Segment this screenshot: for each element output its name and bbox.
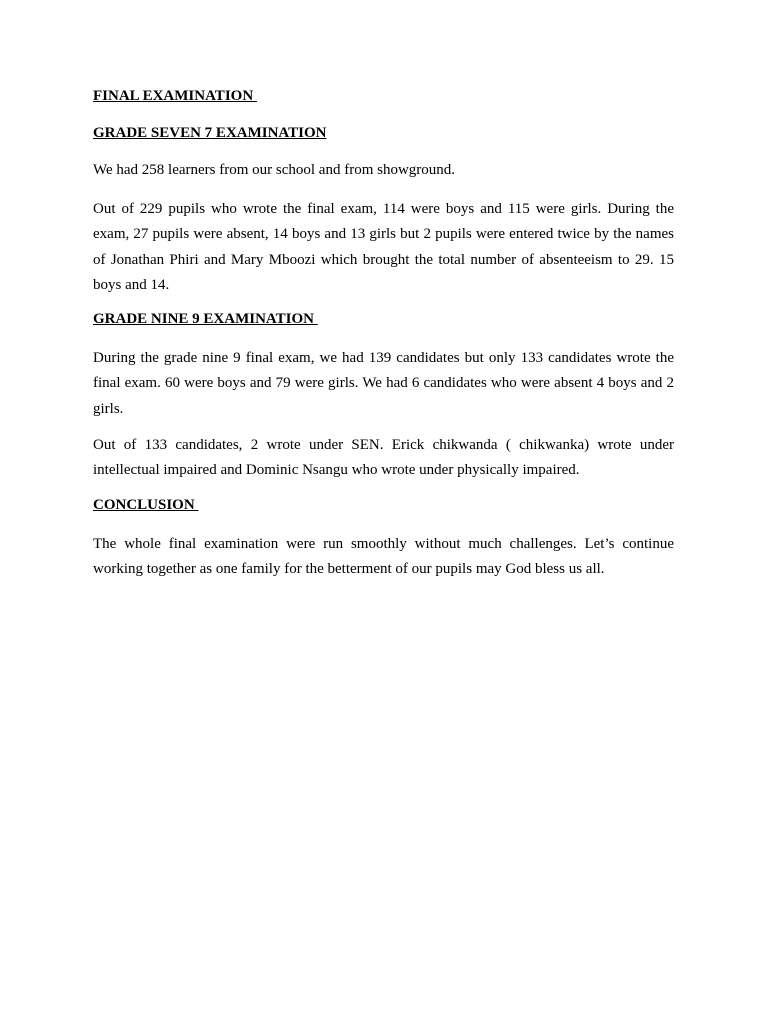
document-page xyxy=(93,86,674,593)
section-heading-grade-nine: GRADE NINE 9 EXAMINATION xyxy=(93,311,318,328)
paragraph-grade-nine-results: During the grade nine 9 final exam, we had 139 candidates but only 133 candidates wrote the final exam. 60 were boys and 79 were girls. We had 6 candidates who were absent 4 boys and 2 girls. xyxy=(93,350,674,417)
document-title: FINAL EXAMINATION xyxy=(93,88,257,104)
paragraph-conclusion: The whole final examination were run smoothly without much challenges. Let’s continue working together as one family for the betterment of our pupils may God bless us all. xyxy=(93,535,674,577)
section-heading-grade-seven: GRADE SEVEN 7 EXAMINATION xyxy=(93,125,327,141)
paragraph-sen-candidates: Out of 133 candidates, 2 wrote under SEN. Erick chikwanda ( chikwanka) wrote under intellectual impaired and Dominic Nsangu who wrote under physically impaired. xyxy=(93,437,674,479)
section-heading-conclusion: CONCLUSION xyxy=(93,496,199,513)
paragraph-grade-seven-results: Out of 229 pupils who wrote the final exam, 114 were boys and 115 were girls. During the exam, 27 pupils were absent, 14 boys and 13 girls but 2 pupils were entered twice by the names of Jonathan Phiri and Mary Mboozi which brought the total number of absenteeism to 29. 15 boys and 14. xyxy=(93,201,674,293)
paragraph-learners-total: We had 258 learners from our school and from showground. xyxy=(93,162,456,178)
